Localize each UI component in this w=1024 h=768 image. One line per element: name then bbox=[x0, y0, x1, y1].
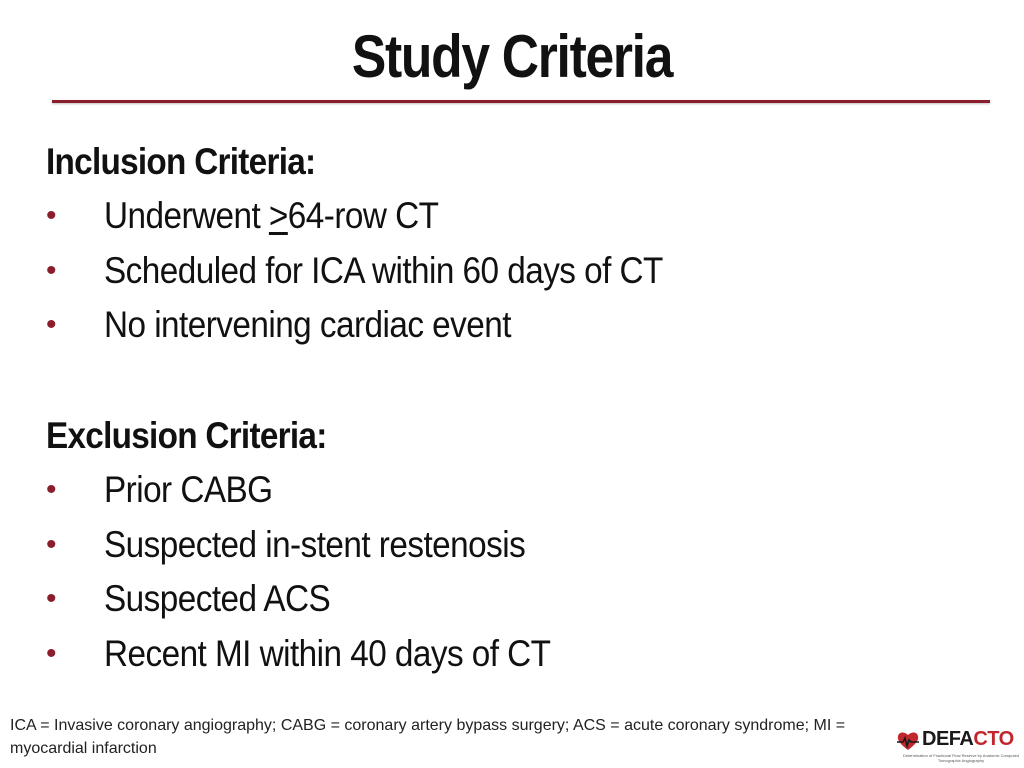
bullet-icon: • bbox=[46, 473, 57, 506]
title-divider bbox=[52, 100, 990, 103]
bullet-icon: • bbox=[46, 582, 57, 616]
greater-equal-symbol: > bbox=[268, 195, 288, 236]
bullet-text-prefix: Underwent bbox=[104, 195, 269, 236]
list-item bbox=[46, 463, 986, 518]
bullet-text: Prior CABG bbox=[104, 469, 273, 510]
list-item bbox=[46, 298, 986, 353]
bullet-icon: • bbox=[46, 308, 57, 342]
slide-title: Study Criteria bbox=[351, 23, 673, 90]
bullet-text: Recent MI within 40 days of CT bbox=[104, 632, 551, 674]
list-item bbox=[46, 518, 986, 573]
list-item bbox=[46, 627, 986, 682]
bullet-text-suffix: 64-row CT bbox=[287, 195, 439, 236]
abbreviations-footnote: ICA = Invasive coronary angiography; CABG = coronary artery bypass surgery; ACS = acute coronary syndrome; MI = myocardial infarction bbox=[10, 717, 846, 757]
heart-ecg-icon bbox=[896, 730, 920, 752]
inclusion-heading: Inclusion Criteria: bbox=[46, 141, 316, 182]
bullet-icon: • bbox=[46, 253, 57, 287]
logo-word-cto: CTO bbox=[973, 728, 1014, 750]
bullet-text: No intervening cardiac event bbox=[104, 304, 511, 346]
bullet-icon: • bbox=[46, 527, 57, 561]
logo-word-defa: DEFA bbox=[922, 728, 974, 750]
bullet-text bbox=[104, 189, 438, 244]
inclusion-criteria-section bbox=[46, 135, 986, 353]
exclusion-criteria-section bbox=[46, 409, 986, 681]
list-item bbox=[46, 244, 986, 299]
list-item bbox=[46, 572, 986, 627]
logo-wordmark bbox=[922, 728, 1014, 751]
bullet-text: Suspected in-stent restenosis bbox=[104, 523, 526, 565]
logo-tagline: Determination of Fractional Flow Reserve by Anatomic Computed Tomographic Angiography bbox=[902, 753, 1020, 763]
exclusion-heading: Exclusion Criteria: bbox=[46, 415, 327, 456]
list-item bbox=[46, 189, 986, 244]
bullet-text: Scheduled for ICA within 60 days of CT bbox=[104, 249, 663, 291]
bullet-icon: • bbox=[46, 636, 57, 670]
defacto-logo bbox=[896, 728, 1020, 764]
bullet-icon: • bbox=[46, 199, 57, 232]
bullet-text: Suspected ACS bbox=[104, 578, 331, 620]
